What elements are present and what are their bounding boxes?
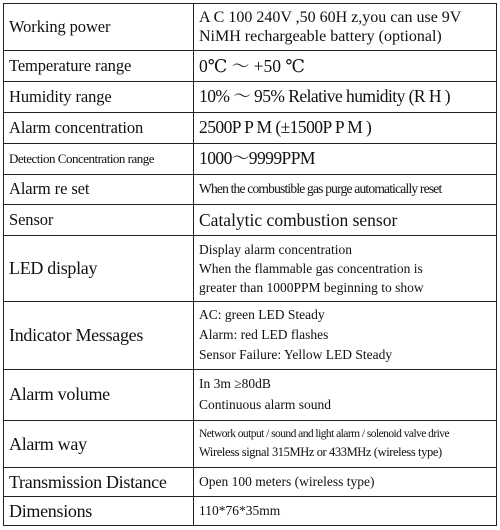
spec-row-working-power <box>4 4 497 51</box>
spec-value-alarm-reset <box>194 174 497 205</box>
spec-value-line: NiMH rechargeable battery (optional) <box>199 28 442 46</box>
spec-value-led-display <box>194 236 497 302</box>
spec-row-temperature-range <box>4 51 497 82</box>
spec-value-line: When the combustible gas purge automatically reset <box>199 180 442 196</box>
spec-value-line: Catalytic combustion sensor <box>199 209 398 230</box>
spec-value-line: Alarm: red LED flashes <box>199 327 329 343</box>
spec-value-line: 0℃ ～ +50 ℃ <box>199 55 305 76</box>
spec-row-sensor <box>4 205 497 236</box>
spec-value-transmission-distance <box>194 468 497 497</box>
spec-row-alarm-reset <box>4 174 497 205</box>
spec-label-transmission-distance: Transmission Distance <box>4 468 194 497</box>
spec-value-line: Sensor Failure: Yellow LED Steady <box>199 347 393 363</box>
spec-value-line: AC: green LED Steady <box>199 306 325 322</box>
spec-label-temperature-range: Temperature range <box>4 51 194 82</box>
specification-table <box>3 3 497 526</box>
spec-value-line: Wireless signal 315MHz or 433MHz (wireless type) <box>199 445 442 460</box>
spec-label-indicator-messages: Indicator Messages <box>4 301 194 369</box>
spec-row-transmission-distance <box>4 468 497 497</box>
spec-label-alarm-volume: Alarm volume <box>4 369 194 420</box>
spec-value-alarm-way <box>194 421 497 468</box>
spec-row-alarm-way <box>4 421 497 468</box>
spec-value-working-power <box>194 4 497 51</box>
spec-label-led-display: LED display <box>4 236 194 302</box>
spec-value-sensor <box>194 205 497 236</box>
spec-label-humidity-range: Humidity range <box>4 82 194 113</box>
spec-value-detection-concentration-range <box>194 143 497 174</box>
spec-value-dimensions <box>194 497 497 526</box>
spec-value-alarm-concentration <box>194 112 497 143</box>
spec-label-alarm-reset: Alarm re set <box>4 174 194 205</box>
spec-label-alarm-way: Alarm way <box>4 421 194 468</box>
spec-value-line: Network output / sound and light alarm / solenoid valve drive <box>199 427 450 440</box>
spec-label-detection-concentration-range: Detection Concentration range <box>4 143 194 174</box>
spec-row-alarm-volume <box>4 369 497 420</box>
spec-value-indicator-messages <box>194 301 497 369</box>
spec-value-line: greater than 1000PPM beginning to show <box>199 280 424 296</box>
spec-row-indicator-messages <box>4 301 497 369</box>
specification-table-body <box>4 4 497 526</box>
spec-label-working-power: Working power <box>4 4 194 51</box>
spec-value-humidity-range <box>194 82 497 113</box>
spec-row-humidity-range <box>4 82 497 113</box>
spec-value-line: Display alarm concentration <box>199 241 352 257</box>
spec-label-dimensions: Dimensions <box>4 497 194 526</box>
spec-value-line: Open 100 meters (wireless type) <box>199 473 375 489</box>
spec-value-line: Continuous alarm sound <box>199 396 331 412</box>
spec-value-line: A C 100 240V ,50 60H z,you can use 9V <box>199 8 462 26</box>
spec-value-line: In 3m ≥80dB <box>199 375 271 391</box>
spec-value-line: 110*76*35mm <box>199 502 281 518</box>
spec-value-temperature-range <box>194 51 497 82</box>
spec-value-line: When the flammable gas concentration is <box>199 260 423 276</box>
spec-value-line: 10% ～ 95% Relative humidity (R H ) <box>199 86 451 107</box>
spec-value-line: 1000～9999PPM <box>199 148 315 169</box>
spec-label-sensor: Sensor <box>4 205 194 236</box>
spec-row-led-display <box>4 236 497 302</box>
spec-label-alarm-concentration: Alarm concentration <box>4 112 194 143</box>
spec-value-line: 2500P P M (±1500P P M ) <box>199 117 372 138</box>
spec-row-detection-concentration-range <box>4 143 497 174</box>
spec-row-dimensions <box>4 497 497 526</box>
spec-value-alarm-volume <box>194 369 497 420</box>
spec-row-alarm-concentration <box>4 112 497 143</box>
